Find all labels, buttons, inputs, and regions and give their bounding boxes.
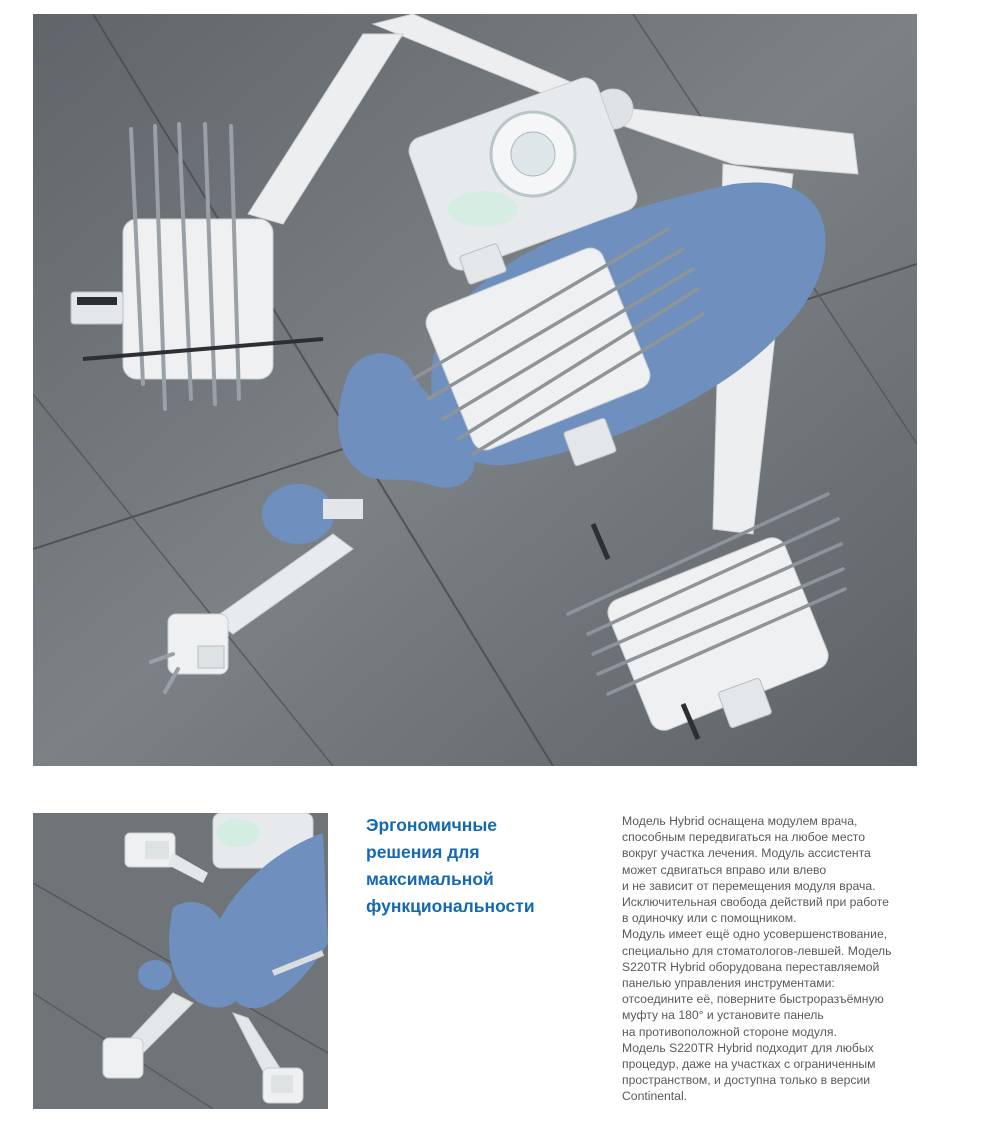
heading-line: функциональности: [366, 896, 535, 916]
text-line: процедур, даже на участках с ограниченным: [622, 1057, 876, 1072]
text-line: специально для стоматологов-левшей. Модель: [622, 943, 892, 958]
text-line: S220TR Hybrid оборудована переставляемой: [622, 959, 880, 974]
heading-line: максимальной: [366, 869, 494, 889]
text-line: Модуль имеет ещё одно усовершенствование,: [622, 927, 888, 942]
hero-image-dental-unit-top-view: [33, 14, 917, 766]
secondary-image-dental-unit: [33, 813, 328, 1109]
text-line: вокруг участка лечения. Модуль ассистента: [622, 846, 871, 861]
text-line: на противоположной стороне модуля.: [622, 1024, 837, 1039]
dental-unit-illustration: [33, 14, 917, 766]
text-line: Модель Hybrid оснащена модулем врача,: [622, 814, 858, 828]
description-text: [622, 813, 922, 1105]
text-line: и не зависит от перемещения модуля врача.: [622, 878, 876, 893]
text-line: Исключительная свобода действий при работе: [622, 895, 889, 910]
text-line: способным передвигаться на любое место: [622, 830, 866, 845]
heading-line: решения для: [366, 842, 480, 862]
heading-line: Эргономичные: [366, 815, 498, 835]
dental-unit-secondary-illustration: [33, 813, 328, 1109]
text-line: Модель S220TR Hybrid подходит для любых: [622, 1040, 874, 1055]
text-line: муфту на 180° и установите панель: [622, 1008, 824, 1023]
text-line: отсоедините её, поверните быстроразъёмную: [622, 992, 884, 1007]
text-line: может сдвигаться вправо или влево: [622, 862, 827, 877]
section-heading: [366, 812, 586, 920]
text-line: Continental.: [622, 1089, 688, 1104]
text-line: панелью управления инструментами:: [622, 976, 835, 991]
text-line: пространством, и доступна только в версии: [622, 1073, 871, 1088]
text-line: в одиночку или с помощником.: [622, 911, 797, 926]
